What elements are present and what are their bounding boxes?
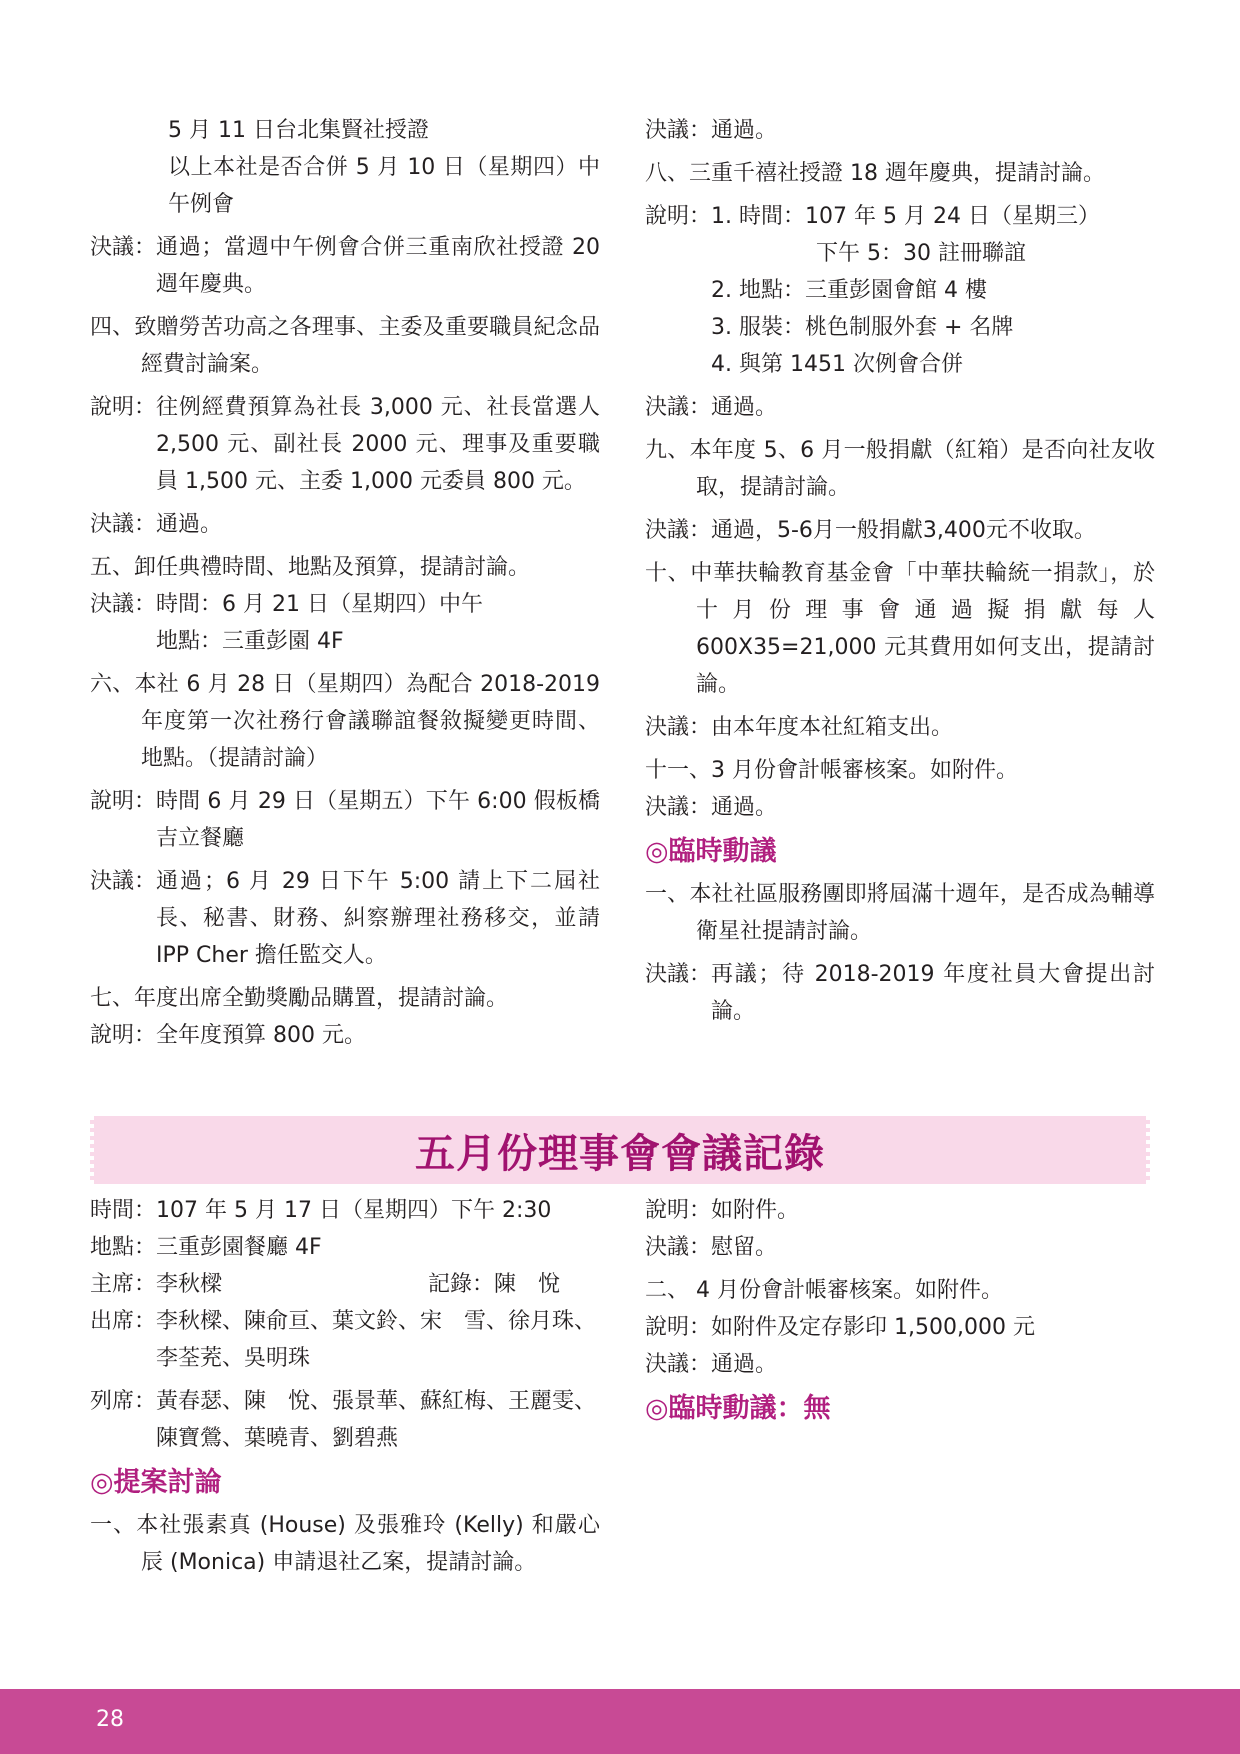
left-top-column [90, 112, 600, 1060]
resolution-item5 [90, 586, 600, 660]
observers-text: 黃春瑟、陳 悅、張景華、蘇紅梅、王麗雯、陳寶鶯、葉曉青、劉碧燕 [156, 1389, 597, 1451]
resolution-temporary-1 [645, 956, 1155, 1030]
description-item7: 說明：全年度預算 800 元。 [90, 1023, 366, 1048]
detail-time-2: 下午 5：30 註冊聯誼 [816, 241, 1026, 266]
resolution-item10: 決議：由本年度本社紅箱支出。 [645, 715, 954, 740]
meeting-chair-row [90, 1266, 600, 1303]
agenda-item7: 七、年度出席全勤獎勵品購置，提請討論。 [90, 986, 509, 1011]
temporary-motion-none-heading: ◎臨時動議：無 [645, 1393, 831, 1424]
page-number: 28 [96, 1707, 124, 1732]
description-label: 說明： [645, 204, 712, 229]
meeting-chair: 主席：李秋樑 [90, 1272, 223, 1297]
description-item8 [645, 198, 1155, 383]
resolution-label: 決議： [90, 235, 157, 260]
description-text: 時間 6 月 29 日（星期五）下午 6:00 假板橋吉立餐廳 [156, 789, 600, 851]
agenda-item11: 十一、3 月份會計帳審核案。如附件。 [645, 758, 1018, 783]
description-text: 往例經費預算為社長 3,000 元、社長當選人 2,500 元、副社長 2000 元、理事及重要職員 1,500 元、主委 1,000 元委員 800 元。 [156, 395, 600, 494]
meeting-time: 時間：107 年 5 月 17 日（星期四）下午 2:30 [90, 1198, 552, 1223]
agenda-item6: 六、本社 6 月 28 日（星期四）為配合 2018-2019 年度第一次社務行會議聯誼餐敘擬變更時間、地點。（提請討論） [90, 672, 600, 771]
resolution-text: 再議；待 2018-2019 年度社員大會提出討論。 [711, 962, 1155, 1024]
footer-bar [0, 1689, 1240, 1754]
resolution-item9: 決議：通過，5-6月一般捐獻3,400元不收取。 [645, 518, 1096, 543]
right-top-column [645, 112, 1155, 1036]
resolution-proposal-2: 決議：通過。 [645, 1352, 778, 1377]
description-label: 說明： [90, 789, 157, 814]
observers [90, 1383, 600, 1457]
resolution-place: 地點：三重彭園 4F [156, 629, 344, 654]
resolution-text: 通過；當週中午例會合併三重南欣社授證 20 週年慶典。 [156, 235, 600, 297]
resolution-item4: 決議：通過。 [90, 512, 223, 537]
resolution-item3 [90, 229, 600, 303]
meeting-recorder: 記錄：陳 悅 [428, 1272, 561, 1297]
proposal-1: 一、本社張素真 (House) 及張雅玲 (Kelly) 和嚴心辰 (Monica) 申請退社乙案，提請討論。 [90, 1513, 600, 1575]
temporary-motion-heading: ◎臨時動議 [645, 836, 777, 867]
resolution-item8: 決議：通過。 [645, 395, 778, 420]
detail-merge: 4. 與第 1451 次例會合併 [711, 352, 963, 377]
agenda-item5: 五、卸任典禮時間、地點及預算，提請討論。 [90, 555, 531, 580]
proposal-heading: ◎提案討論 [90, 1467, 222, 1498]
description-proposal-1: 說明：如附件。 [645, 1198, 800, 1223]
detail-place: 2. 地點：三重彭園會館 4 樓 [711, 278, 987, 303]
description-proposal-2: 說明：如附件及定存影印 1,500,000 元 [645, 1315, 1035, 1340]
left-bottom-column [90, 1192, 600, 1587]
attendees-label: 出席： [90, 1309, 157, 1334]
resolution-label: 決議： [90, 592, 157, 617]
resolution-label: 決議： [90, 869, 157, 894]
resolution-text: 通過；6 月 29 日下午 5:00 請上下二屆社長、秘書、財務、糾察辦理社務移交，並請 IPP Cher 擔任監交人。 [156, 869, 600, 968]
section-title: 五月份理事會會議記錄 [415, 1130, 825, 1177]
attendees-text: 李秋樑、陳俞亘、葉文鈴、宋 雪、徐月珠、李荃茺、吳明珠 [156, 1309, 597, 1371]
description-label: 說明： [90, 395, 157, 420]
meeting-place: 地點：三重彭園餐廳 4F [90, 1235, 322, 1260]
resolution-item11: 決議：通過。 [645, 795, 778, 820]
section-title-banner [90, 1116, 1150, 1184]
agenda-item8: 八、三重千禧社授證 18 週年慶典，提請討論。 [645, 161, 1105, 186]
description-item4 [90, 389, 600, 500]
detail-time: 1. 時間：107 年 5 月 24 日（星期三） [711, 204, 1100, 229]
right-bottom-column [645, 1192, 1155, 1433]
resolution-item7: 決議：通過。 [645, 118, 778, 143]
temporary-motion-1: 一、本社社區服務團即將屆滿十週年，是否成為輔導衛星社提請討論。 [645, 882, 1155, 944]
resolution-item6 [90, 863, 600, 974]
observers-label: 列席： [90, 1389, 157, 1414]
resolution-proposal-1: 決議：慰留。 [645, 1235, 778, 1260]
resolution-time: 時間：6 月 21 日（星期四）中午 [156, 592, 483, 617]
item3-detail-line2: 以上本社是否合併 5 月 10 日（星期四）中午例會 [168, 155, 600, 217]
resolution-label: 決議： [645, 962, 712, 987]
description-item6 [90, 783, 600, 857]
detail-dress: 3. 服裝：桃色制服外套 + 名牌 [711, 315, 1014, 340]
item3-detail-line1: 5 月 11 日台北集賢社授證 [168, 118, 429, 143]
agenda-item10: 十、中華扶輪教育基金會「中華扶輪統一捐款」，於十月份理事會通過擬捐獻每人 600X35=21,000 元其費用如何支出，提請討論。 [645, 561, 1155, 697]
attendees [90, 1303, 600, 1377]
agenda-item9: 九、本年度 5、6 月一般捐獻（紅箱）是否向社友收取，提請討論。 [645, 438, 1155, 500]
proposal-2: 二、 4 月份會計帳審核案。如附件。 [645, 1278, 1003, 1303]
agenda-item4: 四、致贈勞苦功高之各理事、主委及重要職員紀念品經費討論案。 [90, 315, 600, 377]
